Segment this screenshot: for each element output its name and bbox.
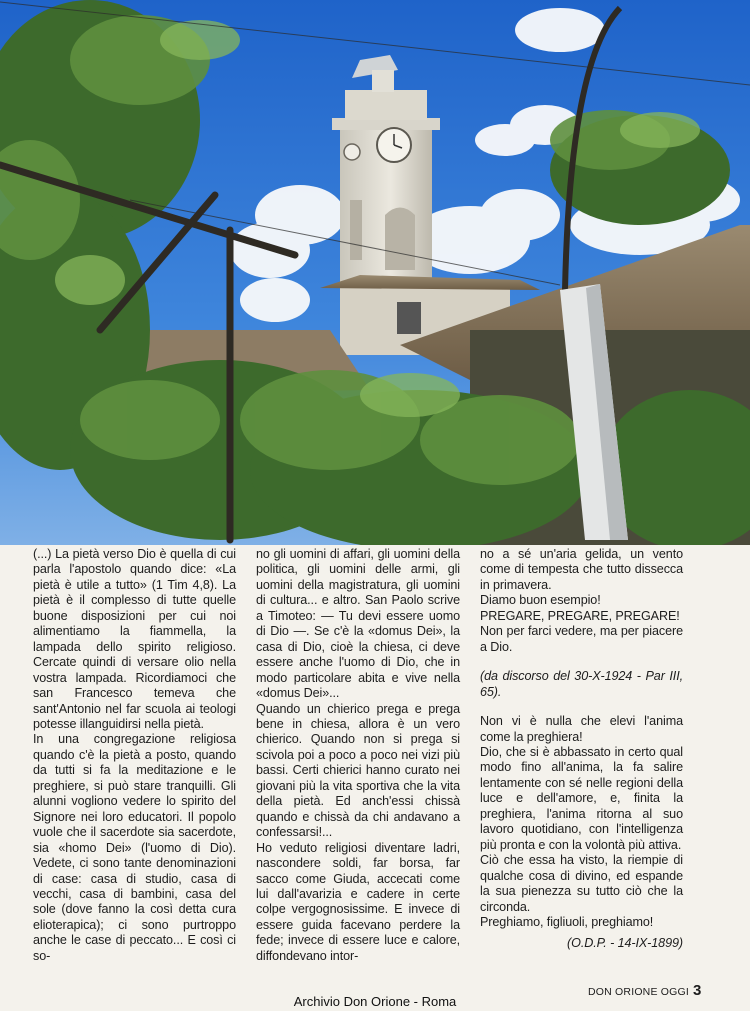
article-column-3 [480, 547, 683, 952]
source-citation: (da discorso del 30-X-1924 - Par III, 65). [480, 669, 683, 699]
page-number: 3 [693, 982, 702, 999]
article-column-1 [33, 547, 236, 964]
paragraph: Quando un chierico prega e prega bene in chiesa, allora è un vero chierico. Quando non si prega si scivola poi a poco a poco nei vizi più bassi. Certi chierici hanno curato nei giovani più la vita sportiva che la vita della pietà. Ed anch'essi chissà quando e chissà da chi andavano a confessarsi!... [256, 701, 460, 840]
magazine-name: DON ORIONE OGGI [588, 986, 690, 998]
archive-credit: Archivio Don Orione - Roma [293, 994, 457, 1009]
paragraph: no gli uomini di affari, gli uomini della politica, gli uomini delle armi, gli uomini della magistratura, gli uomini di cultura... e altro. San Paolo scrive a Timoteo: — Tu devi essere uomo di Dio —. Se c'è la «domus Dei», la casa di Dio, cioè la chiesa, ci deve essere anche l'uomo di Dio, che in modo particolare abita e vive nella «domus Dei»... [256, 547, 460, 701]
emphasis-line: PREGARE, PREGARE, PREGARE! [480, 608, 680, 623]
paragraph: Non vi è nulla che elevi l'anima come la preghiera! [480, 714, 683, 744]
paragraph: Dio, che si è abbassato in certo qual modo fino all'anima, la fa salire lentamente con sé nelle regioni della luce e dell'amore, e, finita la preghiera, l'anima ritorna al suo lavoro quotidiano, con l'intelligenza più pronta e con la volontà più attiva. [480, 744, 683, 852]
paragraph: no a sé un'aria gelida, un vento come di tempesta che tutto dissecca in primavera. [480, 547, 683, 592]
source-citation: (O.D.P. - 14-IX-1899) [567, 936, 683, 951]
paragraph: Preghiamo, figliuoli, preghiamo! [480, 914, 654, 929]
paragraph: (...) La pietà verso Dio è quella di cui parla l'apostolo quando dice: «La pietà è utile a tutto» (1 Tim 4,8). La pietà è il complesso di tutte quelle buone disposizioni per cui noi alimentiamo la fiammella, la lampada dello spirito religioso. Cercate quindi di versare olio nella vostra lampada. Ricordiamoci che san Francesco temeva che sant'Antonio nel far scuola ai teologi potesse illanguidirsi nella pietà. [33, 547, 236, 731]
paragraph: Diamo buon esempio! [480, 593, 601, 608]
paragraph: Ho veduto religiosi diventare ladri, nascondere soldi, far borsa, far sacco come Giuda, accecati come lui dall'avarizia e cadere in certe colpe vergognosissime. E invece di essere guida facevano perdere la fede; invece di essere luce e calore, diffondevano intor- [256, 840, 460, 963]
paragraph: In una congregazione religiosa quando c'è la pietà a posto, quando da tutti si fa la meditazione e le preghiere, si può stare tranquilli. Gli alunni vogliono vedere lo spirito del Signore nei loro educatori. Il popolo vuole che il sacerdote sia sacerdote, sia «homo Dei» (l'uomo di Dio). Vedete, ci sono tante denominazioni di case: casa di studio, casa di vecchi, casa di bambini, casa del sole (dove fanno la così detta cura elioterapica); ci sono purtroppo anche le case di peccato... E così ci so- [33, 732, 236, 963]
article-column-2 [256, 547, 460, 964]
paragraph: Non per farci vedere, ma per piacere a Dio. [480, 624, 683, 654]
paragraph: Ciò che essa ha visto, la riempie di qualche cosa di divino, ed espande la sua pienezza su tutto ciò che la circonda. [480, 853, 683, 914]
